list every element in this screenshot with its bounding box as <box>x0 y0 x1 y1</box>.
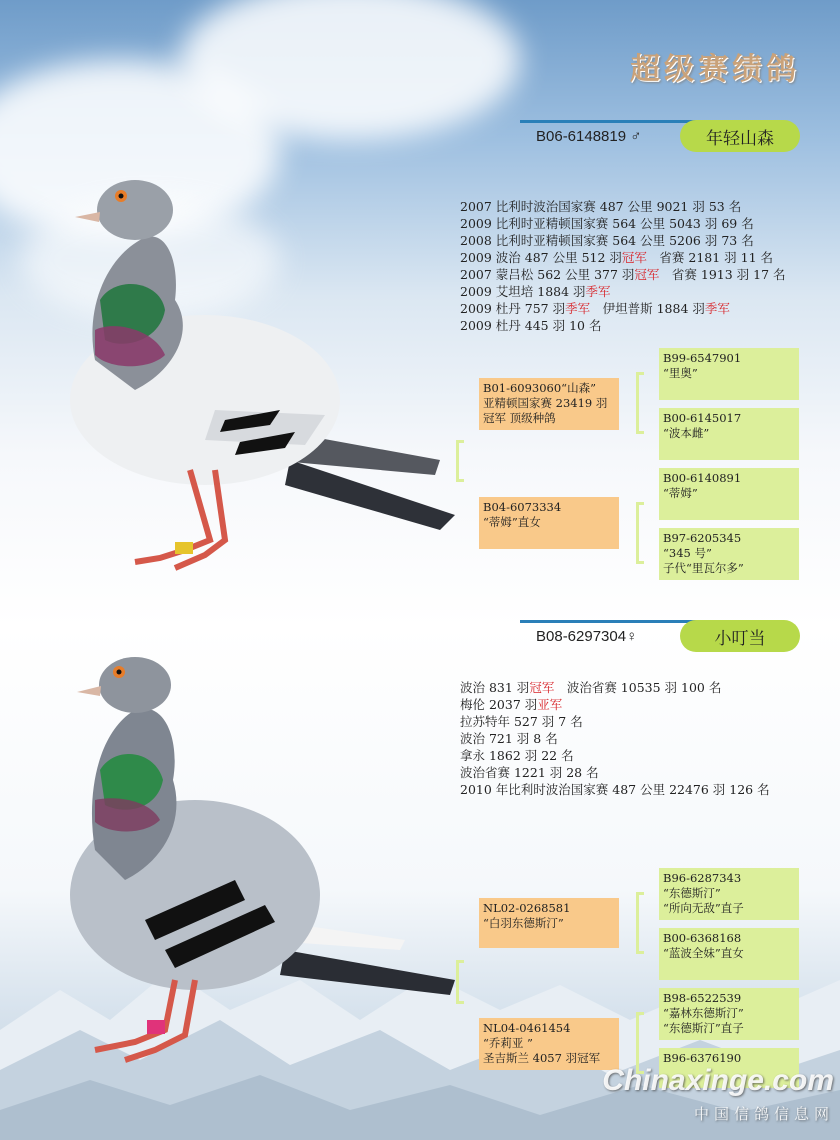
race-result-row <box>460 300 786 317</box>
result-text: 拉苏特年 527 羽 7 名 <box>460 714 583 729</box>
grandparent-line: “蓝波全妹”直女 <box>663 946 744 960</box>
watermark-subtitle: 中国信鸽信息网 <box>693 1105 834 1123</box>
pigeon-name: 年轻山森 <box>680 120 800 152</box>
dam-line: “蒂姆”直女 <box>483 515 541 529</box>
result-text: 2007 蒙吕松 562 公里 377 羽 <box>460 267 635 282</box>
sire-line: 冠军 顶级种鸽 <box>483 411 556 425</box>
result-award: 冠军 <box>529 680 555 695</box>
result-text: 梅伦 2037 羽 <box>460 697 538 712</box>
grandparent-line: B96-6376190 <box>663 1051 742 1065</box>
race-result-row <box>460 249 786 266</box>
race-results <box>460 198 786 334</box>
race-result-row <box>460 317 786 334</box>
result-text: 省赛 2181 羽 11 名 <box>646 250 774 265</box>
dam-line: 圣吉斯兰 4057 羽冠军 <box>483 1051 601 1065</box>
grandparent-box <box>659 468 799 520</box>
grandparent-line: B99-6547901 <box>663 351 742 365</box>
grandparent-line: “345 号” <box>663 546 712 560</box>
grandparent-line: B00-6140891 <box>663 471 742 485</box>
grandparent-line: “东德斯汀” <box>663 886 721 900</box>
pedigree-bracket <box>456 440 464 482</box>
grandparent-line: “东德斯汀”直子 <box>663 1021 744 1035</box>
race-result-row <box>460 696 770 713</box>
pigeon-name: 小叮当 <box>680 620 800 652</box>
grandparent-line: “嘉林东德斯汀” <box>663 1006 744 1020</box>
race-results <box>460 679 770 798</box>
grandparent-line: “蒂姆” <box>663 486 698 500</box>
result-award: 季军 <box>704 301 730 316</box>
grandparent-line: B98-6522539 <box>663 991 742 1005</box>
dam-line: B04-6073334 <box>483 500 562 514</box>
grandparent-line: “波本雌” <box>663 426 710 440</box>
race-result-row <box>460 232 786 249</box>
result-award: 冠军 <box>634 267 660 282</box>
race-result-row <box>460 283 786 300</box>
grandparent-box <box>659 408 799 460</box>
grandparent-box <box>659 528 799 580</box>
sire-line: B01-6093060“山森” <box>483 381 596 395</box>
result-text: 2009 杜丹 757 羽 <box>460 301 566 316</box>
result-text: 2009 比利时亚精顿国家赛 564 公里 5043 羽 69 名 <box>460 216 754 231</box>
result-text: 2007 比利时波治国家赛 487 公里 9021 羽 53 名 <box>460 199 742 214</box>
result-text: 波治 831 羽 <box>460 680 530 695</box>
result-text: 拿永 1862 羽 22 名 <box>460 748 574 763</box>
race-result-row <box>460 215 786 232</box>
race-result-row <box>460 764 770 781</box>
dam-line: “乔莉亚 ” <box>483 1036 533 1050</box>
pedigree-bracket <box>636 502 644 564</box>
race-result-row <box>460 266 786 283</box>
grandparent-line: B00-6145017 <box>663 411 742 425</box>
watermark-logo: Chinaxinge.com <box>602 1064 834 1097</box>
sire-box <box>479 898 619 948</box>
dam-box <box>479 1018 619 1070</box>
race-result-row <box>460 781 770 798</box>
dam-line: NL04-0461454 <box>483 1021 571 1035</box>
race-result-row <box>460 198 786 215</box>
id-bar <box>520 120 800 154</box>
ring-id: B06-6148819 ♂ <box>536 128 642 145</box>
grandparent-line: B00-6368168 <box>663 931 742 945</box>
sire-line: “白羽东德斯汀” <box>483 916 564 930</box>
dam-box <box>479 497 619 549</box>
page-title: 超级赛绩鸽 <box>630 52 800 87</box>
pigeon-photo-male <box>55 170 465 580</box>
grandparent-box <box>659 868 799 920</box>
result-text: 省赛 1913 羽 17 名 <box>659 267 786 282</box>
race-result-row <box>460 713 770 730</box>
pedigree-bracket <box>636 892 644 954</box>
grandparent-line: 子代“里瓦尔多” <box>663 561 744 575</box>
grandparent-box <box>659 988 799 1040</box>
result-text: 2010 年比利时波治国家赛 487 公里 22476 羽 126 名 <box>460 782 770 797</box>
grandparent-line: B96-6287343 <box>663 871 742 885</box>
race-result-row <box>460 679 770 696</box>
sire-box <box>479 378 619 430</box>
id-bar <box>520 620 800 654</box>
race-result-row <box>460 747 770 764</box>
result-text: 2009 艾坦培 1884 羽 <box>460 284 586 299</box>
result-text: 2009 波治 487 公里 512 羽 <box>460 250 622 265</box>
pigeon-photo-female <box>55 650 465 1070</box>
result-text: 波治省赛 1221 羽 28 名 <box>460 765 599 780</box>
result-text: 2008 比利时亚精顿国家赛 564 公里 5206 羽 73 名 <box>460 233 754 248</box>
result-award: 亚军 <box>537 697 563 712</box>
race-result-row <box>460 730 770 747</box>
pedigree-bracket <box>636 372 644 434</box>
result-award: 季军 <box>585 284 611 299</box>
ring-id: B08-6297304♀ <box>536 628 638 645</box>
result-text: 波治省赛 10535 羽 100 名 <box>554 680 722 695</box>
result-text: 伊坦普斯 1884 羽 <box>590 301 705 316</box>
grandparent-line: “里奥” <box>663 366 698 380</box>
sire-line: NL02-0268581 <box>483 901 571 915</box>
result-text: 2009 杜丹 445 羽 10 名 <box>460 318 602 333</box>
grandparent-line: “所向无敌”直子 <box>663 901 744 915</box>
grandparent-line: B97-6205345 <box>663 531 742 545</box>
result-award: 冠军 <box>621 250 647 265</box>
grandparent-box <box>659 348 799 400</box>
result-text: 波治 721 羽 8 名 <box>460 731 558 746</box>
pedigree-bracket <box>456 960 464 1004</box>
sire-line: 亚精顿国家赛 23419 羽 <box>483 396 608 410</box>
result-award: 季军 <box>565 301 591 316</box>
grandparent-box <box>659 928 799 980</box>
